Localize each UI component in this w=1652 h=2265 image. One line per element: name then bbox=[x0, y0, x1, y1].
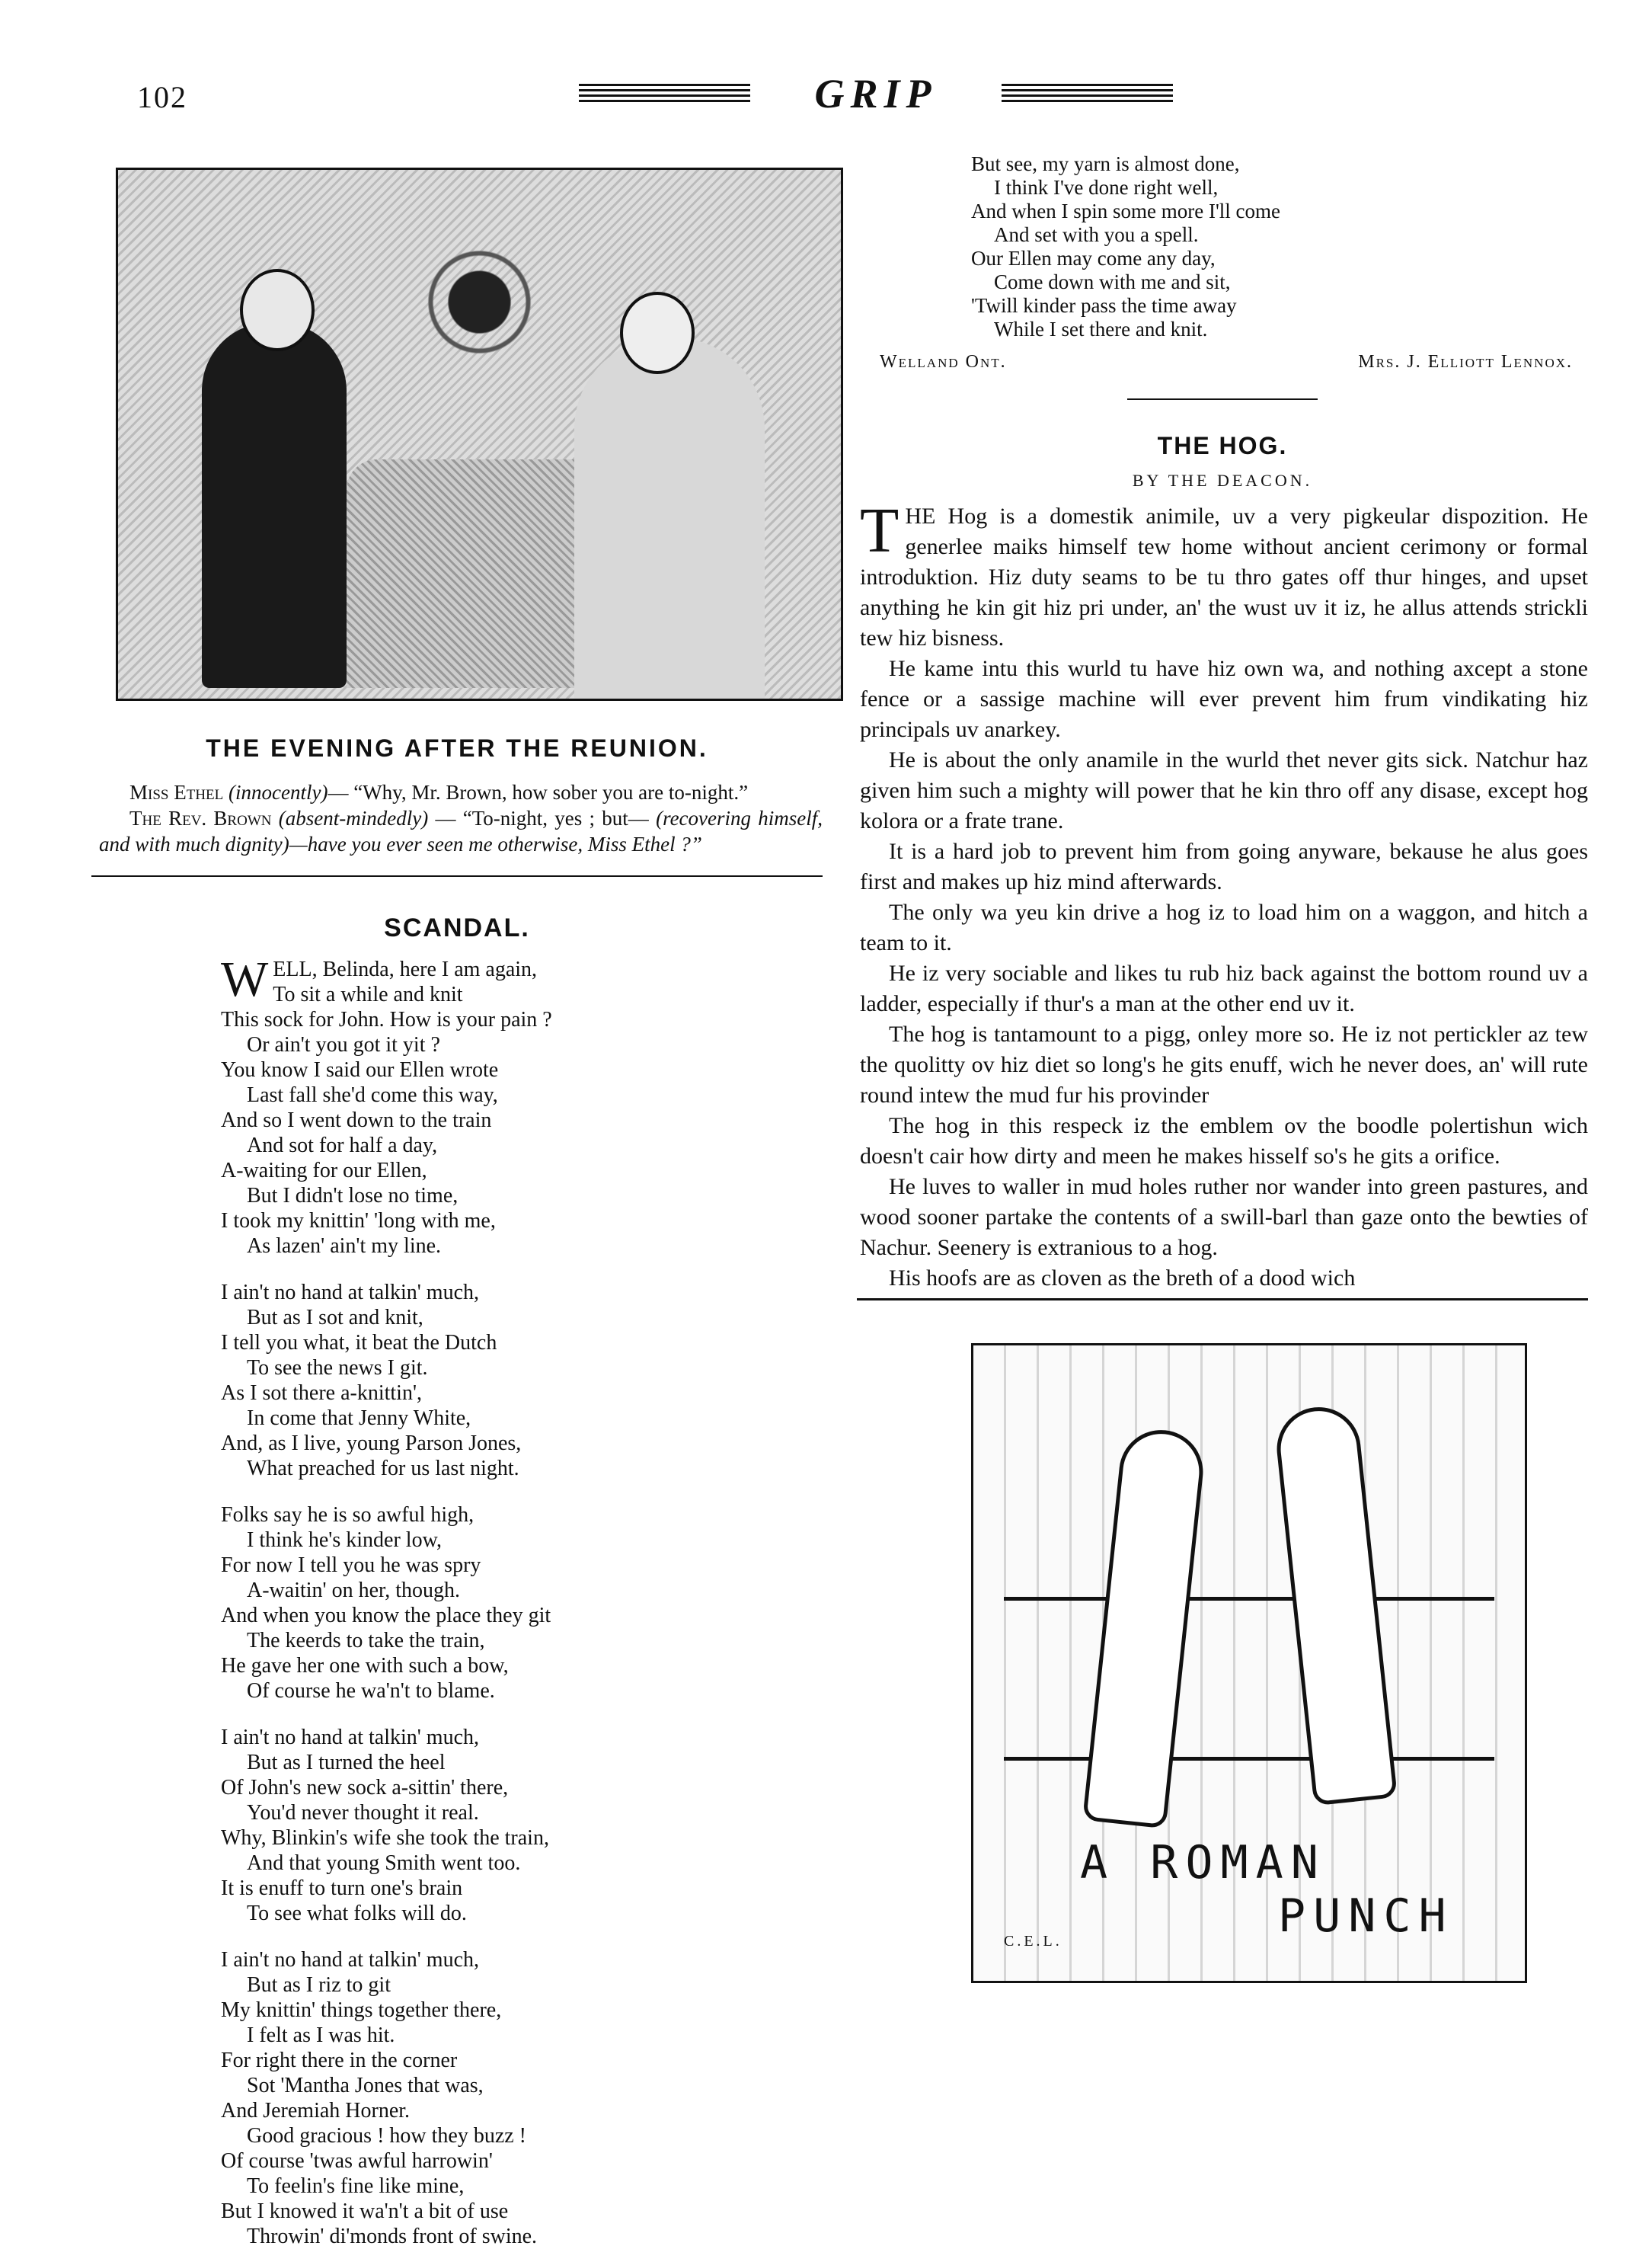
boxer-left bbox=[1082, 1426, 1207, 1829]
poem-line: But I knowed it wa'n't a bit of use bbox=[221, 2199, 509, 2223]
poem-line: For now I tell you he was spry bbox=[221, 1553, 481, 1577]
artist-signature: C.E.L. bbox=[1004, 1933, 1062, 1950]
poem-line: Of John's new sock a-sittin' there, bbox=[221, 1776, 509, 1800]
ethel-speech: — “Why, Mr. Brown, how sober you are to-night.” bbox=[328, 781, 749, 804]
poem-line: This sock for John. How is your pain ? bbox=[221, 1008, 552, 1032]
poem-line: Of course 'twas awful harrowin' bbox=[221, 2149, 493, 2173]
scandal-poem bbox=[91, 952, 823, 2249]
poem-line: To sit a while and knit bbox=[273, 983, 463, 1006]
poem-line: I felt as I was hit. bbox=[247, 2023, 395, 2047]
poem-line: You'd never thought it real. bbox=[247, 1801, 479, 1825]
masthead-rule-right bbox=[1002, 84, 1173, 104]
poem-line: As lazen' ain't my line. bbox=[247, 1234, 442, 1258]
article-paragraph: It is a hard job to prevent him from going anyware, bekause he alus goes first and makes up hiz mind afterwards. bbox=[860, 839, 1588, 894]
poem-line: What preached for us last night. bbox=[247, 1457, 519, 1480]
poem-line: Of course he wa'n't to blame. bbox=[247, 1679, 495, 1703]
poem-stanza bbox=[221, 1502, 823, 1704]
article-paragraph bbox=[860, 495, 1588, 654]
left-column bbox=[91, 152, 823, 2265]
poem-stanza bbox=[221, 952, 823, 1259]
poem-line: In come that Jenny White, bbox=[247, 1406, 471, 1430]
brown-line bbox=[99, 805, 823, 857]
article-paragraph-text: HE Hog is a domestik animile, uv a very pigkeular dispozition. He generlee maiks himself tew home without ancient cerimony or formal introduktion. Hiz duty seams to be tu thro gates off thur hinges, and upset anything he kin git hiz pri under, an' the wust uv it iz, he allus attends strickli tew hiz bisness. bbox=[860, 504, 1588, 651]
poem-line: To see the news I git. bbox=[247, 1356, 428, 1380]
hog-article bbox=[857, 495, 1588, 1294]
poem-line: While I set there and knit. bbox=[994, 318, 1208, 341]
ethel-speaker: Miss Ethel bbox=[129, 781, 224, 804]
poem-stanza bbox=[221, 1947, 823, 2249]
poem-line: The keerds to take the train, bbox=[247, 1629, 485, 1652]
poem-line: I tell you what, it beat the Dutch bbox=[221, 1331, 497, 1355]
hog-byline: BY THE DEACON. bbox=[1132, 471, 1313, 490]
ring-rope-bottom bbox=[1004, 1757, 1494, 1761]
poem-line: And when I spin some more I'll come bbox=[971, 200, 1281, 222]
page-number: 102 bbox=[137, 80, 187, 114]
brown-speech-2: —have you ever seen me otherwise, Miss Ethel ?” bbox=[289, 833, 702, 856]
article-paragraph: He kame intu this wurld tu have hiz own wa, and nothing axcept a stone fence or a sassige machine will ever prevent him frum vindikating hiz principals uv anarkey. bbox=[860, 656, 1588, 742]
brown-direction: (absent-mindedly) bbox=[278, 807, 429, 830]
poem-line: A-waitin' on her, though. bbox=[247, 1579, 460, 1602]
illustration-lady bbox=[574, 338, 765, 701]
evening-illustration bbox=[116, 168, 843, 701]
article-dropcap: T bbox=[860, 495, 899, 566]
poem-signature bbox=[857, 352, 1588, 373]
poem-line: For right there in the corner bbox=[221, 2049, 458, 2072]
cartoon-caption bbox=[1080, 1836, 1454, 1943]
boxer-right bbox=[1273, 1403, 1398, 1806]
article-paragraph: He iz very sociable and likes tu rub hiz back against the bottom round uv a ladder, especially if thur's a man at the other end uv it. bbox=[860, 961, 1588, 1016]
poem-line: And so I went down to the train bbox=[221, 1109, 492, 1132]
poem-line-text: ELL, Belinda, here I am again, bbox=[273, 958, 538, 981]
illustration-clergyman bbox=[202, 322, 347, 688]
poem-line: Come down with me and sit, bbox=[994, 270, 1231, 293]
scandal-poem-continued bbox=[857, 152, 1588, 341]
poem-line: Why, Blinkin's wife she took the train, bbox=[221, 1826, 549, 1850]
poem-line: You know I said our Ellen wrote bbox=[221, 1058, 499, 1082]
poem-line: And set with you a spell. bbox=[994, 223, 1199, 246]
poem-line: I think he's kinder low, bbox=[247, 1528, 442, 1552]
masthead-rule-left bbox=[579, 84, 750, 104]
poem-line: To feelin's fine like mine, bbox=[247, 2174, 465, 2198]
poem-author: Mrs. J. Elliott Lennox. bbox=[1358, 352, 1573, 372]
section-divider-short bbox=[1127, 398, 1318, 400]
poem-stanza bbox=[221, 1725, 823, 1926]
poem-line: And Jeremiah Horner. bbox=[221, 2099, 411, 2123]
poem-line: But see, my yarn is almost done, bbox=[971, 152, 1240, 175]
poem-line: 'Twill kinder pass the time away bbox=[971, 294, 1237, 317]
hog-title: THE HOG. bbox=[1157, 432, 1288, 459]
poem-line: Good gracious ! how they buzz ! bbox=[247, 2124, 527, 2148]
poem-line: Folks say he is so awful high, bbox=[221, 1503, 475, 1527]
ethel-direction: (innocently) bbox=[228, 781, 328, 804]
poem-dropcap: W bbox=[221, 952, 269, 1007]
scandal-title: SCANDAL. bbox=[384, 913, 530, 942]
brown-direction-2: (recovering himself, and with much dignity) bbox=[99, 807, 823, 856]
poem-line: But as I turned the heel bbox=[247, 1751, 446, 1774]
ethel-line bbox=[99, 779, 823, 805]
poem-line: I took my knittin' 'long with me, bbox=[221, 1209, 496, 1233]
masthead-title: GRIP bbox=[814, 71, 938, 117]
poem-line: Sot 'Mantha Jones that was, bbox=[247, 2074, 484, 2097]
poem-line: I ain't no hand at talkin' much, bbox=[221, 1726, 480, 1749]
brown-speaker: The Rev. Brown bbox=[129, 807, 272, 830]
poem-line: But I didn't lose no time, bbox=[247, 1184, 459, 1208]
article-end-rule bbox=[857, 1298, 1588, 1300]
article-paragraph: He is about the only anamile in the wurld thet never gits sick. Natchur haz given him such a mighty will power that he kin thro off any disase, except hog kolora or a frate trane. bbox=[860, 747, 1588, 833]
poem-line: But as I riz to git bbox=[247, 1973, 391, 1997]
poem-line: My knittin' things together there, bbox=[221, 1998, 502, 2022]
poem-line: Last fall she'd come this way, bbox=[247, 1083, 498, 1107]
poem-line: And when you know the place they git bbox=[221, 1604, 551, 1627]
roman-punch-cartoon bbox=[971, 1343, 1527, 1983]
poem-line: And sot for half a day, bbox=[247, 1134, 438, 1157]
poem-line: As I sot there a-knittin', bbox=[221, 1381, 422, 1405]
poem-line: Our Ellen may come any day, bbox=[971, 247, 1216, 270]
poem-line: It is enuff to turn one's brain bbox=[221, 1876, 463, 1900]
poem-line: I ain't no hand at talkin' much, bbox=[221, 1281, 480, 1304]
article-paragraph: His hoofs are as cloven as the breth of a dood wich bbox=[889, 1265, 1356, 1291]
poem-line: I think I've done right well, bbox=[994, 176, 1219, 199]
right-column bbox=[857, 152, 1588, 1983]
poem-line: Throwin' di'monds front of swine. bbox=[247, 2225, 538, 2248]
page-header bbox=[114, 70, 1561, 116]
article-paragraph: The hog is tantamount to a pigg, onley more so. He iz not pertickler az tew the quolitty ov hiz diet so long's he gits enuff, wich he never does, an' will rute round intew the mud fur his provinder bbox=[860, 1022, 1588, 1108]
cartoon-caption-line2: PUNCH bbox=[1278, 1889, 1454, 1943]
poem-line: Or ain't you got it yit ? bbox=[247, 1033, 440, 1057]
section-divider bbox=[91, 875, 823, 877]
masthead bbox=[579, 70, 1173, 116]
evening-title: THE EVENING AFTER THE REUNION. bbox=[206, 734, 708, 762]
poem-line: And, as I live, young Parson Jones, bbox=[221, 1432, 522, 1455]
poem-line: He gave her one with such a bow, bbox=[221, 1654, 509, 1678]
article-paragraph: The hog in this respeck iz the emblem ov the boodle polertishun wich doesn't cair how dirty and meen he makes hisself so's he gits a orifice. bbox=[860, 1113, 1588, 1169]
poem-line: I ain't no hand at talkin' much, bbox=[221, 1948, 480, 1972]
ring-rope-top bbox=[1004, 1597, 1494, 1601]
evening-dialogue bbox=[91, 779, 823, 857]
brown-speech: — “To-night, yes ; but— bbox=[435, 807, 649, 830]
poem-place: Welland Ont. bbox=[880, 352, 1007, 372]
article-paragraph: The only wa yeu kin drive a hog iz to load him on a waggon, and hitch a team to it. bbox=[860, 900, 1588, 955]
poem-stanza bbox=[221, 1280, 823, 1481]
poem-line: A-waiting for our Ellen, bbox=[221, 1159, 427, 1182]
article-paragraph: He luves to waller in mud holes ruther nor wander into green pastures, and wood sooner partake the contents of a swill-barl than gaze onto the bewties of Nachur. Seenery is extranious to a hog. bbox=[860, 1174, 1588, 1260]
poem-line: And that young Smith went too. bbox=[247, 1851, 521, 1875]
cartoon-caption-line1: A ROMAN bbox=[1080, 1836, 1326, 1889]
poem-line: To see what folks will do. bbox=[247, 1902, 467, 1925]
poem-line: But as I sot and knit, bbox=[247, 1306, 423, 1329]
